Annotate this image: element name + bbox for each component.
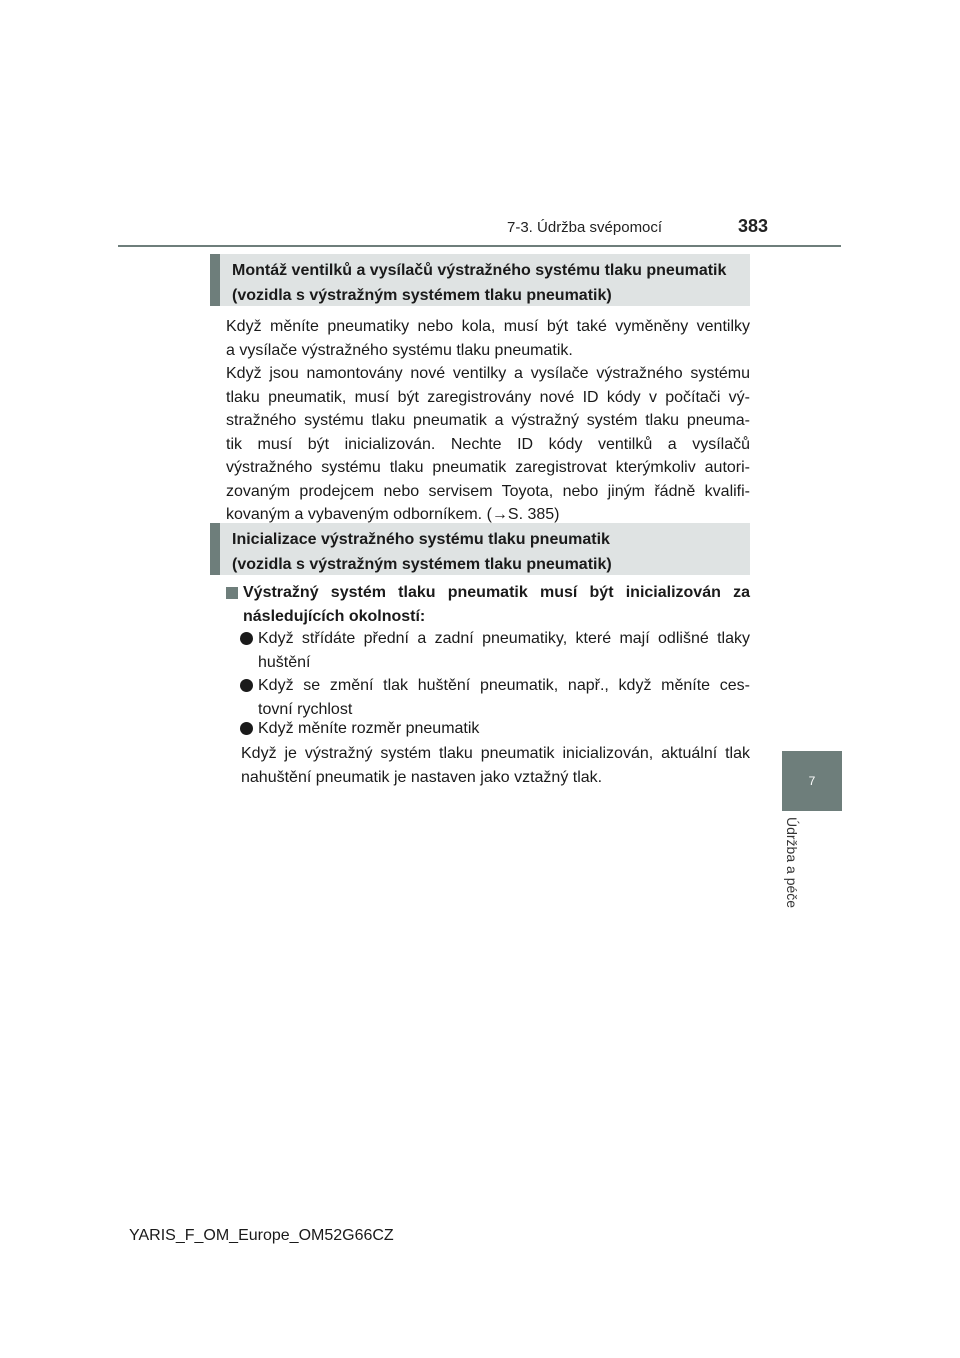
text-line: Výstražný systém tlaku pneumatik musí být inicializován za [243, 584, 750, 601]
text-line: kovaným a vybaveným odborníkem. (→S. 385) [226, 506, 560, 523]
page-number: 383 [738, 216, 769, 236]
text-line: huštění [258, 653, 311, 671]
section-title: 7-3. Údržba svépomocí [507, 219, 663, 236]
text-line: Když měníte rozměr pneumatik [258, 720, 480, 737]
chapter-title: Údržba a péče [784, 817, 800, 909]
header-divider [118, 245, 841, 247]
text-line: a vysílače výstražného systému tlaku pneumatik. [226, 341, 573, 359]
bullet-dot-icon [240, 632, 253, 645]
text-line: tovní rychlost [258, 700, 353, 718]
text-line: Když střídáte přední a zadní pneumatiky, které mají odlišné tlaky [258, 630, 750, 647]
paragraph-reference-pressure [241, 742, 750, 789]
paragraph-replace-valves [226, 315, 750, 362]
list-item [240, 674, 750, 721]
square-bullet-icon [226, 587, 238, 599]
chapter-number: 7 [808, 774, 816, 788]
heading-line: (vozidla s výstražným systémem tlaku pneumatik) [232, 287, 612, 304]
sub-heading-conditions [226, 581, 750, 628]
document-code: YARIS_F_OM_Europe_OM52G66CZ [129, 1227, 394, 1244]
heading-line: Montáž ventilků a vysílačů výstražného systému tlaku pneumatik [232, 262, 727, 279]
section-heading-initialization [210, 523, 750, 575]
bullet-dot-icon [240, 722, 253, 735]
section-heading-valves [210, 254, 750, 306]
text-line: následujících okolností: [243, 607, 426, 625]
chapter-tab [782, 751, 842, 811]
list-item [240, 717, 750, 741]
bullet-dot-icon [240, 679, 253, 692]
text-line: zovaným prodejcem nebo servisem Toyota, nebo jiným řádně kvalifi- [226, 482, 750, 500]
text-line: tik musí být inicializován. Nechte ID kódy ventilků a vysílačů [226, 435, 750, 453]
list-item [240, 627, 750, 674]
text-line: stražného systému tlaku pneumatik a výstražný systém tlaku pneuma- [226, 412, 750, 429]
text-line: tlaku pneumatik, musí být zaregistrovány nové ID kódy v počítači vý- [226, 388, 750, 406]
text-line: výstražného systému tlaku pneumatik zaregistrovat kterýmkoliv autori- [226, 459, 750, 476]
text-line: Když se změní tlak huštění pneumatik, např., když měníte ces- [258, 677, 750, 694]
heading-line: (vozidla s výstražným systémem tlaku pneumatik) [232, 556, 612, 573]
text-line: Když je výstražný systém tlaku pneumatik inicializován, aktuální tlak [241, 745, 750, 762]
text-line: Když měníte pneumatiky nebo kola, musí být také vyměněny ventilky [226, 318, 750, 335]
paragraph-register-ids [226, 362, 750, 527]
heading-line: Inicializace výstražného systému tlaku pneumatik [232, 531, 610, 548]
text-line: nahuštění pneumatik je nastaven jako vztažný tlak. [241, 768, 603, 786]
text-line: Když jsou namontovány nové ventilky a vysílače výstražného systému [226, 365, 750, 382]
